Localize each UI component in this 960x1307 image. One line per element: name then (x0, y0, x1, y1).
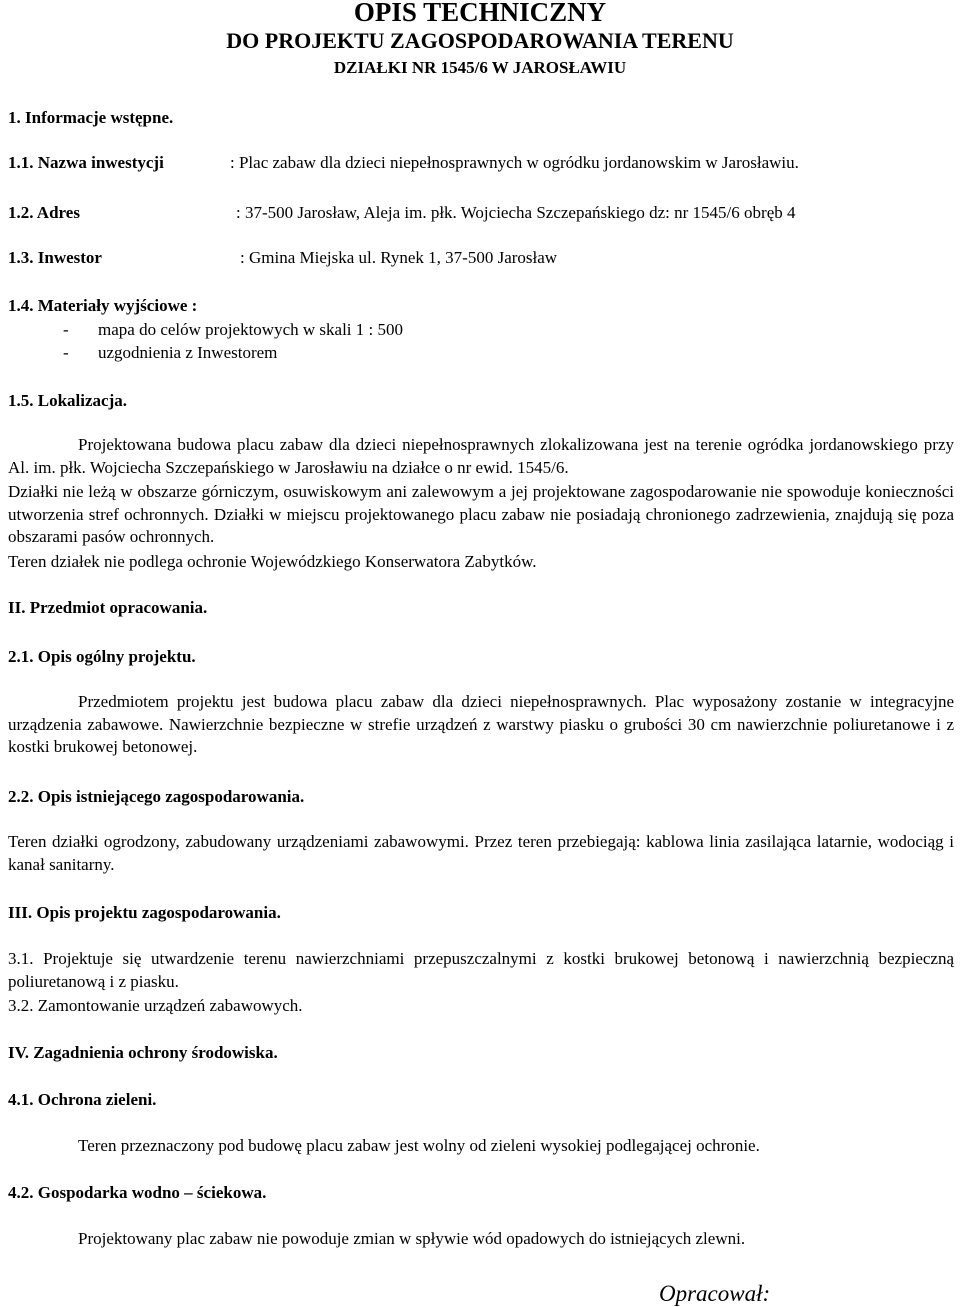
subsection-2-1-heading: 2.1. Opis ogólny projektu. (8, 647, 196, 666)
list-item-text: mapa do celów projektowych w skali 1 : 500 (98, 320, 403, 339)
title-plot: DZIAŁKI NR 1545/6 W JAROSŁAWIU (333, 58, 627, 77)
paragraph-3-2: 3.2. Zamontowanie urządzeń zabawowych. (8, 996, 303, 1015)
subsection-2-2-heading: 2.2. Opis istniejącego zagospodarowania. (8, 787, 305, 806)
section-3-heading: III. Opis projektu zagospodarowania. (8, 903, 281, 922)
section-4-heading: IV. Zagadnienia ochrony środowiska. (8, 1043, 278, 1062)
existing-development-paragraph: Teren działki ogrodzony, zabudowany urządzeniami zabawowymi. Przez teren przebiegają: kablowa linia zasilająca latarnie, wodociąg i kanał sanitarny. (8, 832, 954, 874)
section-2-heading: II. Przedmiot opracowania. (8, 598, 208, 617)
subsection-4-1-heading: 4.1. Ochrona zieleni. (8, 1090, 157, 1109)
item-1-1-label: 1.1. Nazwa inwestycji (8, 153, 164, 172)
subsection-4-2-heading: 4.2. Gospodarka wodno – ściekowa. (8, 1183, 267, 1202)
item-1-2-value: : 37-500 Jarosław, Aleja im. płk. Wojciecha Szczepańskiego dz: nr 1545/6 obręb 4 (236, 203, 796, 222)
project-description-paragraph: Przedmiotem projektu jest budowa placu zabaw dla dzieci niepełnosprawnych. Plac wyposażony zostanie w integracyjne urządzenia zabawowe. Nawierzchnie bezpieczne w strefie urządzeń z warstwy piasku o grubości 30 cm nawierzchnie poliuretanowe i z kostki brukowej betonowej. (8, 692, 954, 756)
list-item-text: uzgodnienia z Inwestorem (98, 343, 278, 362)
list-item (63, 319, 403, 341)
item-1-3-label: 1.3. Inwestor (8, 248, 102, 267)
title-sub: DO PROJEKTU ZAGOSPODAROWANIA TERENU (226, 28, 734, 53)
signature-label: Opracował: (659, 1281, 771, 1306)
localization-paragraph-3: Teren działek nie podlega ochronie Wojewódzkiego Konserwatora Zabytków. (8, 552, 537, 571)
item-1-4-label: 1.4. Materiały wyjściowe : (8, 296, 198, 315)
title-main: OPIS TECHNICZNY (353, 0, 607, 27)
item-1-3-value: : Gmina Miejska ul. Rynek 1, 37-500 Jarosław (240, 248, 558, 267)
localization-paragraph-1: Projektowana budowa placu zabaw dla dzieci niepełnosprawnych zlokalizowana jest na terenie ogródka jordanowskiego przy Al. im. płk. Wojciecha Szczepańskiego w Jarosławiu na działce o nr ewid. 1545/6. (8, 435, 954, 477)
section-1-heading: 1. Informacje wstępne. (8, 108, 174, 127)
item-1-5-label: 1.5. Lokalizacja. (8, 391, 127, 410)
water-management-paragraph: Projektowany plac zabaw nie powoduje zmian w spływie wód opadowych do istniejących zlewni. (78, 1229, 746, 1248)
greenery-paragraph: Teren przeznaczony pod budowę placu zabaw jest wolny od zieleni wysokiej podlegającej ochronie. (78, 1136, 760, 1155)
paragraph-3-1: 3.1. Projektuje się utwardzenie terenu nawierzchniami przepuszczalnymi z kostki brukowej betonową i nawierzchnią bezpieczną poliuretanową i z piasku. (8, 949, 954, 991)
list-dash: - (63, 343, 69, 362)
list-dash: - (63, 320, 69, 339)
list-item (63, 342, 278, 364)
item-1-2-label: 1.2. Adres (8, 203, 80, 222)
item-1-1-value: : Plac zabaw dla dzieci niepełnosprawnych w ogródku jordanowskim w Jarosławiu. (230, 153, 799, 172)
localization-paragraph-2: Działki nie leżą w obszarze górniczym, osuwiskowym ani zalewowym a jej projektowane zagospodarowanie nie spowoduje konieczności utworzenia stref ochronnych. Działki w miejscu projektowanego placu zabaw nie posiadają chronionego zadrzewienia, znajdują się poza obszarami pasów ochronnych. (8, 482, 954, 546)
